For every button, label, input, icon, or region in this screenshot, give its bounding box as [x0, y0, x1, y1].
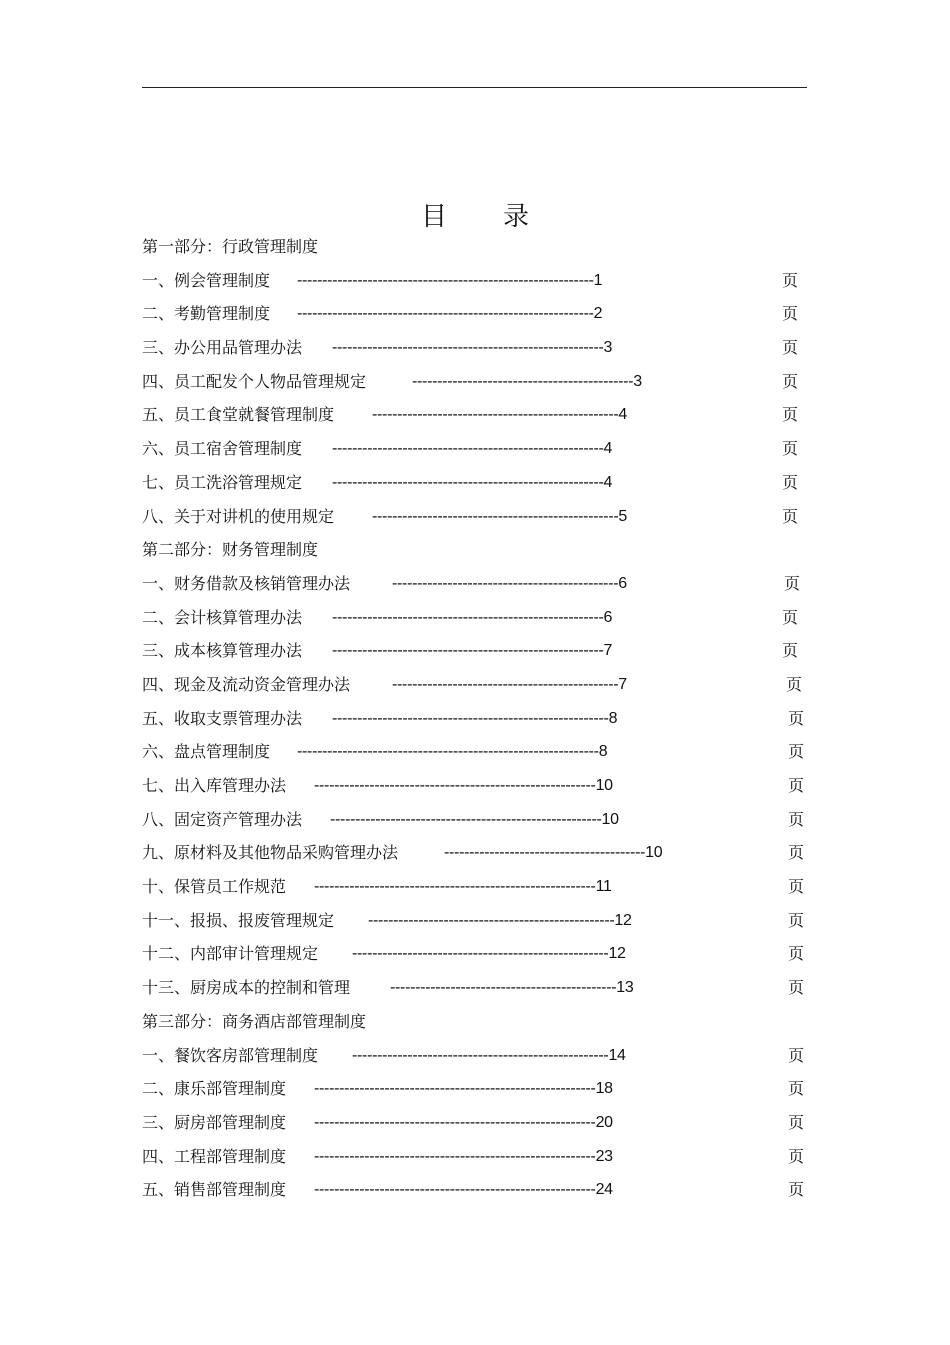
toc-entry-label: 五、收取支票管理办法	[142, 708, 303, 728]
toc-entry-page-number: 13	[616, 979, 634, 997]
toc-entry[interactable]	[142, 640, 810, 674]
toc-entry[interactable]	[142, 775, 810, 809]
toc-entry-page-number: 1	[593, 271, 603, 289]
toc-entry[interactable]	[142, 607, 810, 641]
toc-entry-label: 六、盘点管理制度	[142, 742, 271, 762]
toc-entry-label: 十三、厨房成本的控制和管理	[142, 978, 351, 998]
toc-entry-leader-dashes: ------------------------------------------------------	[332, 473, 604, 491]
toc-entry-leader-dashes: ------------------------------------------------------	[332, 339, 604, 357]
toc-entry-page-unit: 页	[782, 641, 799, 661]
toc-entry-leader-dashes: ------------------------------------------------------------	[297, 743, 599, 761]
toc-entry-leader	[314, 1112, 613, 1134]
toc-entry[interactable]	[142, 270, 810, 304]
toc-entry-page-unit: 页	[788, 877, 805, 897]
toc-entry-page-unit: 页	[784, 573, 801, 593]
toc-entry-label: 八、固定资产管理办法	[142, 809, 303, 829]
toc-entry-leader	[297, 741, 607, 763]
toc-entry-page-number: 4	[618, 406, 627, 424]
toc-entry-page-unit: 页	[788, 978, 805, 998]
toc-entry-page-unit: 页	[782, 270, 799, 290]
toc-entry-page-unit: 页	[788, 1146, 805, 1166]
toc-entry-leader-dashes: --------------------------------------------------------	[314, 878, 596, 896]
toc-title-part1: 目	[420, 202, 447, 232]
toc-entry-page-number: 10	[645, 844, 663, 862]
toc-entry-leader-dashes: ------------------------------------------------------	[332, 642, 604, 660]
toc-entry-page-unit: 页	[782, 607, 799, 627]
toc-entry-label: 一、财务借款及核销管理办法	[142, 573, 351, 593]
toc-entry[interactable]	[142, 1112, 810, 1146]
section-heading	[142, 1011, 810, 1045]
toc-entry-page-number: 24	[595, 1181, 613, 1199]
toc-entry-leader	[332, 607, 612, 629]
toc-entry-leader	[297, 303, 602, 325]
toc-entry[interactable]	[142, 1146, 810, 1180]
toc-entry-leader	[332, 472, 612, 494]
toc-entry-page-number: 6	[618, 574, 627, 592]
toc-entry[interactable]	[142, 1179, 810, 1213]
toc-entry-leader-dashes: -------------------------------------------------------	[332, 709, 609, 727]
toc-entry-label: 一、例会管理制度	[142, 270, 271, 290]
toc-entry[interactable]	[142, 506, 810, 540]
toc-entry-leader	[372, 506, 627, 528]
toc-entry[interactable]	[142, 573, 810, 607]
toc-entry-page-number: 8	[598, 743, 608, 761]
toc-entry-page-unit: 页	[788, 809, 805, 829]
toc-entry-label: 九、原材料及其他物品采购管理办法	[142, 843, 399, 863]
toc-entry-page-number: 7	[618, 675, 627, 693]
toc-entry-leader-dashes: -----------------------------------------------------------	[297, 271, 594, 289]
toc-entry-label: 三、办公用品管理办法	[142, 338, 303, 358]
toc-entry[interactable]	[142, 1045, 810, 1079]
toc-entry-page-unit: 页	[788, 1180, 805, 1200]
toc-entry-leader-dashes: --------------------------------------------------------	[314, 1147, 596, 1165]
toc-entry-leader-dashes: ---------------------------------------------------	[352, 945, 609, 963]
toc-entry-label: 六、员工宿舍管理制度	[142, 439, 303, 459]
toc-entry-leader	[368, 910, 632, 932]
toc-entry-label: 四、现金及流动资金管理办法	[142, 674, 351, 694]
toc-entry-leader	[392, 573, 627, 595]
toc-entry-page-number: 18	[595, 1080, 613, 1098]
toc-entry-leader-dashes: -------------------------------------------------	[368, 911, 615, 929]
toc-entry-page-unit: 页	[782, 371, 799, 391]
toc-entry-label: 十、保管员工作规范	[142, 877, 287, 897]
toc-entry-label: 二、考勤管理制度	[142, 304, 271, 324]
toc-entry-leader	[314, 1179, 613, 1201]
toc-entry-page-number: 20	[595, 1113, 613, 1131]
toc-entry-leader-dashes: ----------------------------------------	[444, 844, 646, 862]
toc-entry-leader-dashes: ---------------------------------------------	[392, 574, 619, 592]
toc-entry-page-number: 12	[608, 945, 626, 963]
toc-entry-page-unit: 页	[788, 1045, 805, 1065]
section-heading	[142, 236, 810, 270]
toc-entry-page-unit: 页	[788, 776, 805, 795]
toc-entry-leader-dashes: ---------------------------------------------------	[352, 1046, 609, 1064]
toc-entry[interactable]	[142, 943, 810, 977]
toc-entry[interactable]	[142, 1078, 810, 1112]
toc-entry-label: 二、康乐部管理制度	[142, 1079, 287, 1099]
toc-entry-page-unit: 页	[782, 304, 799, 324]
toc-entry[interactable]	[142, 371, 810, 405]
toc-entry-page-number: 10	[601, 810, 619, 828]
toc-entry-page-number: 6	[603, 608, 613, 626]
toc-entry-label: 七、员工洗浴管理规定	[142, 472, 303, 492]
toc-entry-page-number: 2	[593, 305, 603, 323]
toc-entry-leader-dashes: --------------------------------------------------------	[314, 1181, 596, 1199]
toc-entry-label: 五、销售部管理制度	[142, 1180, 287, 1200]
toc-entry-page-unit: 页	[788, 1079, 805, 1099]
toc-entry-page-number: 5	[618, 507, 627, 525]
toc-entry-leader	[297, 270, 602, 292]
toc-entry-leader	[332, 640, 612, 662]
section-heading	[142, 539, 810, 573]
toc-entry-label: 十一、报损、报废管理规定	[142, 910, 335, 930]
toc-entry-label: 七、出入库管理办法	[142, 776, 287, 795]
toc-entry[interactable]	[142, 977, 810, 1011]
toc-entry-page-number: 12	[614, 911, 632, 929]
toc-title-part2: 录	[503, 202, 530, 232]
toc-entry[interactable]	[142, 876, 810, 910]
toc-entry-page-unit: 页	[786, 674, 803, 694]
toc-entry-leader-dashes: ---------------------------------------------	[392, 675, 619, 693]
toc-entry-label: 四、工程部管理制度	[142, 1146, 287, 1166]
toc-entry-page-unit: 页	[788, 910, 805, 930]
toc-title	[0, 196, 950, 233]
toc-entry-leader	[392, 674, 627, 696]
toc-entry-leader	[314, 1078, 613, 1100]
toc-entry[interactable]	[142, 842, 810, 876]
section-heading-label: 第三部分：商务酒店部管理制度	[142, 1011, 367, 1031]
toc-entry-leader-dashes: ------------------------------------------------------	[330, 810, 602, 828]
toc-entry[interactable]	[142, 404, 810, 438]
toc-entry[interactable]	[142, 337, 810, 371]
toc-entry-leader	[314, 876, 612, 898]
toc-entry-leader	[332, 337, 612, 359]
toc-entry-page-unit: 页	[782, 338, 799, 358]
toc-entry-page-unit: 页	[782, 439, 799, 459]
toc-entry[interactable]	[142, 809, 810, 843]
toc-entry-page-unit: 页	[788, 708, 805, 728]
toc-entry-leader-dashes: --------------------------------------------------------	[314, 1080, 596, 1098]
toc-entry-label: 三、成本核算管理办法	[142, 641, 303, 661]
section-heading-label: 第二部分：财务管理制度	[142, 540, 319, 560]
toc-entry[interactable]	[142, 910, 810, 944]
toc-entry-page-unit: 页	[782, 472, 799, 492]
toc-entry-page-number: 10	[595, 777, 613, 794]
toc-entry-page-number: 8	[608, 709, 618, 727]
toc-entry-leader-dashes: -------------------------------------------------	[372, 507, 619, 525]
toc-entry-label: 十二、内部审计管理规定	[142, 944, 319, 964]
toc-entry-page-number: 3	[633, 372, 642, 390]
toc-entry-label: 八、关于对讲机的使用规定	[142, 506, 335, 526]
toc-entry[interactable]	[142, 674, 810, 708]
toc-entry-page-unit: 页	[782, 405, 799, 425]
table-of-contents	[142, 236, 810, 1213]
toc-entry-leader-dashes: --------------------------------------------	[412, 372, 634, 390]
section-heading-label: 第一部分：行政管理制度	[142, 237, 319, 256]
toc-entry-leader-dashes: --------------------------------------------------------	[314, 777, 596, 794]
toc-entry-page-unit: 页	[788, 944, 805, 964]
toc-entry-label: 二、会计核算管理办法	[142, 607, 303, 627]
header-rule	[142, 87, 807, 88]
toc-entry-leader	[332, 708, 617, 730]
toc-entry-page-unit: 页	[782, 506, 799, 526]
toc-entry-page-unit: 页	[788, 1112, 805, 1132]
toc-entry-leader-dashes: --------------------------------------------------------	[314, 1113, 596, 1131]
toc-entry-leader-dashes: ------------------------------------------------------	[332, 440, 604, 458]
toc-entry-page-number: 4	[603, 440, 613, 458]
toc-entry-page-unit: 页	[788, 843, 805, 863]
toc-entry-label: 五、员工食堂就餐管理制度	[142, 405, 335, 425]
toc-entry-page-number: 4	[603, 473, 613, 491]
toc-entry-leader	[444, 842, 662, 864]
toc-entry-label: 四、员工配发个人物品管理规定	[142, 371, 367, 391]
toc-entry-leader	[352, 1045, 626, 1067]
toc-entry[interactable]	[142, 438, 810, 472]
toc-entry-leader	[314, 775, 613, 797]
toc-entry-page-unit: 页	[788, 742, 805, 762]
toc-entry-label: 一、餐饮客房部管理制度	[142, 1045, 319, 1065]
toc-entry-leader	[390, 977, 633, 999]
toc-entry-leader	[314, 1146, 613, 1168]
toc-entry-page-number: 3	[603, 339, 613, 357]
toc-entry[interactable]	[142, 303, 810, 337]
toc-entry[interactable]	[142, 708, 810, 742]
toc-entry-leader-dashes: ---------------------------------------------	[390, 979, 617, 997]
toc-entry-page-number: 14	[608, 1046, 626, 1064]
toc-entry-leader	[372, 404, 627, 426]
toc-entry-page-number: 23	[595, 1147, 613, 1165]
toc-entry-leader	[332, 438, 612, 460]
toc-entry-leader	[412, 371, 642, 393]
toc-entry-leader-dashes: -----------------------------------------------------------	[297, 305, 594, 323]
toc-entry-leader-dashes: -------------------------------------------------	[372, 406, 619, 424]
toc-entry-page-number: 11	[595, 878, 612, 896]
toc-entry-page-number: 7	[603, 642, 613, 660]
toc-entry[interactable]	[142, 472, 810, 506]
toc-entry[interactable]	[142, 741, 810, 775]
toc-entry-label: 三、厨房部管理制度	[142, 1112, 287, 1132]
toc-entry-leader-dashes: ------------------------------------------------------	[332, 608, 604, 626]
toc-entry-leader	[330, 809, 619, 831]
toc-entry-leader	[352, 943, 626, 965]
